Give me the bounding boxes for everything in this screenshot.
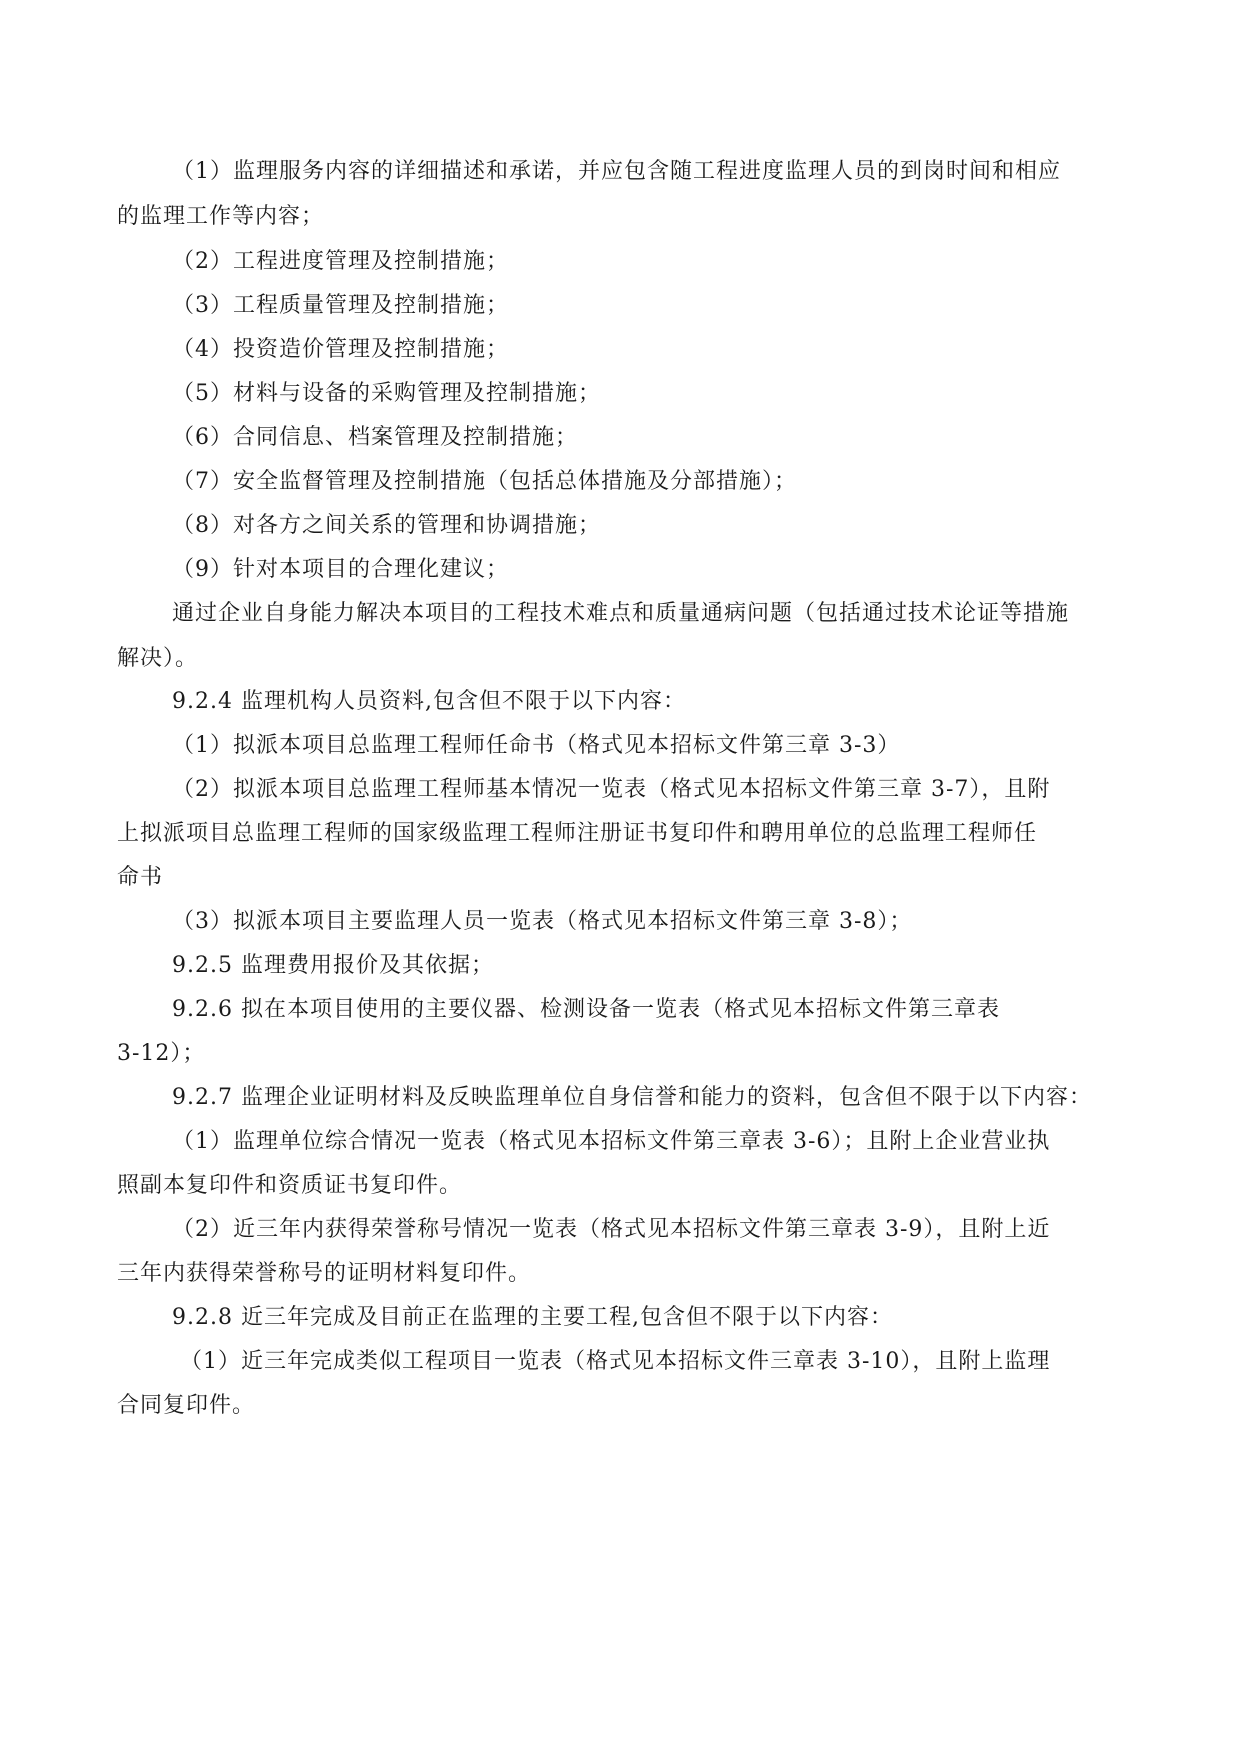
- text-line: （3）工程质量管理及控制措施；: [172, 293, 509, 318]
- text-line: 三年内获得荣誉称号的证明材料复印件。: [117, 1261, 532, 1286]
- text-line: （3）拟派本项目主要监理人员一览表（格式见本招标文件第三章 3-8）；: [172, 909, 913, 934]
- text-line: （8）对各方之间关系的管理和协调措施；: [172, 513, 601, 538]
- text-line: 照副本复印件和资质证书复印件。: [117, 1173, 463, 1198]
- text-line: （2）拟派本项目总监理工程师基本情况一览表（格式见本招标文件第三章 3-7），且附: [172, 777, 1051, 802]
- text-line: 上拟派项目总监理工程师的国家级监理工程师注册证书复印件和聘用单位的总监理工程师任: [117, 821, 1038, 846]
- text-line: （1）拟派本项目总监理工程师任命书（格式见本招标文件第三章 3-3）: [172, 733, 901, 758]
- text-line: （4）投资造价管理及控制措施；: [172, 337, 509, 362]
- text-line: （1）近三年完成类似工程项目一览表（格式见本招标文件三章表 3-10），且附上监理: [180, 1349, 1051, 1374]
- text-line: 命书: [117, 865, 164, 890]
- text-line: （2）工程进度管理及控制措施；: [172, 249, 509, 274]
- section-heading: 9.2.7 监理企业证明材料及反映监理单位自身信誉和能力的资料，包含但不限于以下内容：: [172, 1085, 1092, 1110]
- text-line: （1）监理单位综合情况一览表（格式见本招标文件第三章表 3-6）；且附上企业营业执: [172, 1129, 1051, 1154]
- text-line: （7）安全监督管理及控制措施（包括总体措施及分部措施）；: [172, 469, 797, 494]
- text-line: 合同复印件。: [117, 1393, 256, 1418]
- text-line: 通过企业自身能力解决本项目的工程技术难点和质量通病问题（包括通过技术论证等措施: [172, 601, 1070, 626]
- text-line: （9）针对本项目的合理化建议；: [172, 557, 509, 582]
- text-line: （2）近三年内获得荣誉称号情况一览表（格式见本招标文件第三章表 3-9），且附上近: [172, 1217, 1051, 1242]
- text-line: 的监理工作等内容；: [117, 204, 325, 229]
- text-line: （1）监理服务内容的详细描述和承诺，并应包含随工程进度监理人员的到岗时间和相应: [172, 159, 1061, 184]
- text-line: 解决）。: [117, 646, 199, 671]
- text-line: （5）材料与设备的采购管理及控制措施；: [172, 381, 601, 406]
- text-line: （6）合同信息、档案管理及控制措施；: [172, 425, 578, 450]
- section-heading: 9.2.8 近三年完成及目前正在监理的主要工程,包含但不限于以下内容：: [172, 1305, 893, 1330]
- text-line: 3-12）；: [117, 1041, 206, 1066]
- section-heading: 9.2.4 监理机构人员资料,包含但不限于以下内容：: [172, 689, 686, 714]
- section-heading: 9.2.5 监理费用报价及其依据；: [172, 953, 494, 978]
- section-heading: 9.2.6 拟在本项目使用的主要仪器、检测设备一览表（格式见本招标文件第三章表: [172, 997, 1000, 1022]
